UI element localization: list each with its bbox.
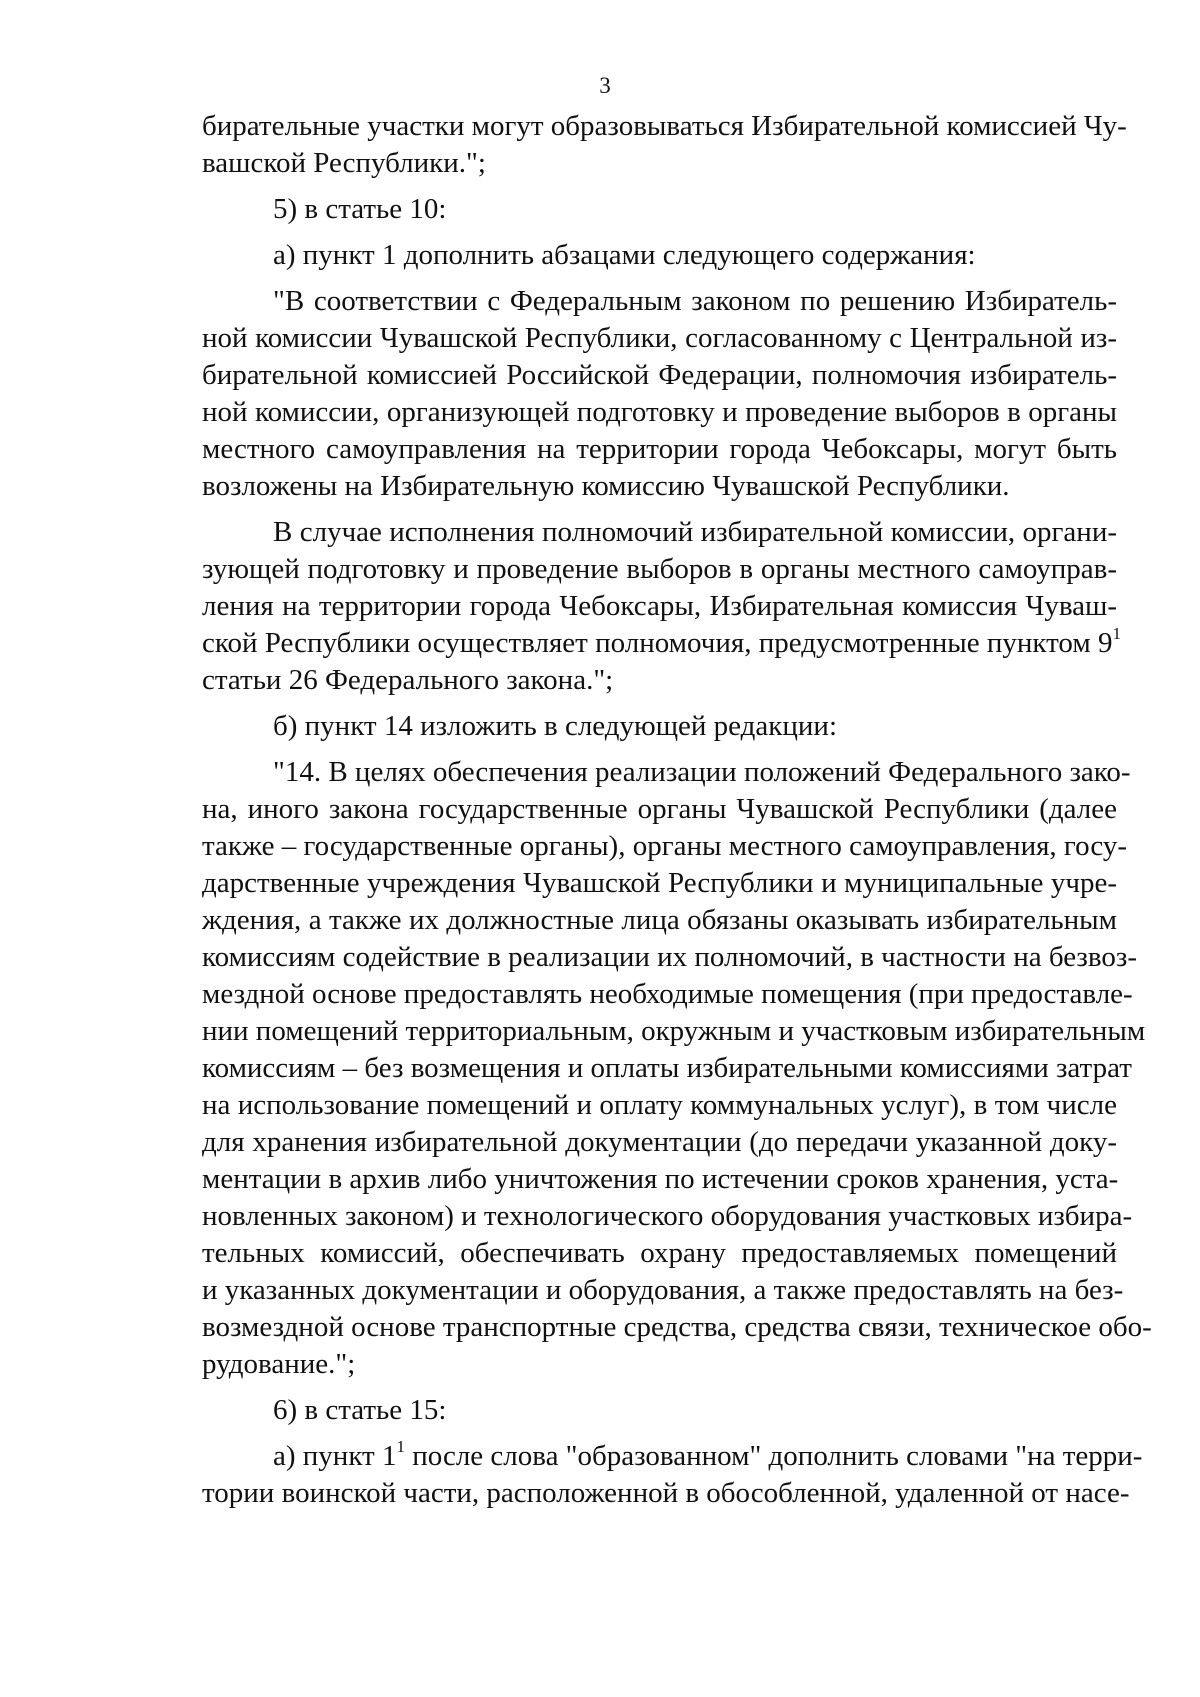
paragraph	[202, 514, 1121, 699]
line-text: вашской Республики.";	[202, 147, 486, 179]
paragraph	[202, 708, 1117, 745]
line-text: а) пункт 1	[273, 1440, 397, 1472]
paragraph	[202, 1392, 1117, 1429]
text-line	[202, 624, 1121, 662]
line-text: на использование помещений и оплату коммунальных услуг), в том числе	[202, 1089, 1117, 1121]
superscript: 1	[396, 1437, 405, 1457]
document-body	[202, 108, 1152, 1512]
line-text: местного самоуправления на территории города Чебоксары, могут быть	[202, 433, 1117, 465]
text-line	[202, 1198, 1133, 1235]
paragraph	[202, 754, 1152, 1383]
text-line	[202, 237, 1117, 274]
line-text: тельных комиссий, обеспечивать охрану предоставляемых помещений	[202, 1237, 1117, 1269]
line-text: "В соответствии с Федеральным законом по решению Избиратель-	[273, 285, 1117, 317]
page-number: 3	[599, 73, 611, 98]
line-text: дарственные учреждения Чувашской Республики и муниципальные учре-	[202, 867, 1117, 899]
line-text: мездной основе предоставлять необходимые помещения (при предоставле-	[202, 978, 1133, 1010]
text-line	[202, 1124, 1117, 1161]
text-line	[202, 1087, 1117, 1124]
paragraph	[202, 191, 1117, 228]
text-line	[202, 1392, 1117, 1429]
text-line	[202, 1475, 1130, 1512]
text-line	[202, 1013, 1146, 1050]
text-line	[202, 468, 1117, 505]
line-text: "14. В целях обеспечения реализации положений Федерального зако-	[273, 756, 1131, 788]
text-line	[202, 1050, 1132, 1087]
text-line	[202, 1309, 1152, 1346]
line-text: ной комиссии Чувашской Республики, согласованному с Центральной из-	[202, 322, 1117, 354]
text-line	[202, 754, 1131, 791]
text-line	[202, 283, 1117, 320]
text-line	[202, 357, 1117, 394]
text-line	[202, 320, 1117, 357]
text-line	[202, 976, 1133, 1013]
line-text: статьи 26 Федерального закона.";	[202, 664, 614, 696]
text-line	[202, 902, 1117, 939]
line-text: В случае исполнения полномочий избирательной комиссии, органи-	[273, 516, 1117, 548]
paragraph	[202, 1437, 1143, 1512]
line-text: рудование.";	[202, 1348, 356, 1380]
text-line	[202, 939, 1137, 976]
text-line	[202, 514, 1117, 551]
line-text: ления на территории города Чебоксары, Избирательная комиссия Чуваш-	[202, 590, 1117, 622]
line-text: 6) в статье 15:	[273, 1394, 447, 1426]
line-text-continued: после слова "образованном" дополнить словами "на терри-	[404, 1440, 1143, 1472]
line-text: бирательные участки могут образовываться Избирательной комиссией Чу-	[202, 110, 1127, 142]
text-line	[202, 1161, 1117, 1198]
line-text: комиссиям содействие в реализации их полномочий, в частности на безвоз-	[202, 941, 1137, 973]
line-text: б) пункт 14 изложить в следующей редакции:	[273, 710, 837, 742]
paragraph	[202, 283, 1117, 505]
line-text: тории воинской части, расположенной в обособленной, удаленной от насе-	[202, 1477, 1130, 1509]
text-line	[202, 828, 1127, 865]
line-text: ной комиссии, организующей подготовку и проведение выборов в органы	[202, 396, 1117, 428]
line-text: а) пункт 1 дополнить абзацами следующего содержания:	[273, 239, 976, 271]
line-text: комиссиям – без возмещения и оплаты избирательными комиссиями затрат	[202, 1052, 1132, 1084]
line-text: на, иного закона государственные органы Чувашской Республики (далее	[202, 793, 1117, 825]
line-text: ской Республики осуществляет полномочия, предусмотренные пунктом 9	[202, 627, 1113, 659]
text-line	[202, 394, 1117, 431]
line-text: также – государственные органы), органы местного самоуправления, госу-	[202, 830, 1127, 862]
line-text: зующей подготовку и проведение выборов в органы местного самоуправ-	[202, 553, 1117, 585]
text-line	[202, 108, 1127, 145]
line-text: для хранения избирательной документации (до передачи указанной доку-	[202, 1126, 1117, 1158]
text-line	[202, 865, 1117, 902]
paragraph	[202, 108, 1127, 182]
line-text: ментации в архив либо уничтожения по истечении сроков хранения, уста-	[202, 1163, 1119, 1195]
text-line	[202, 145, 1117, 182]
text-line	[202, 1437, 1143, 1475]
text-line	[202, 1235, 1117, 1272]
line-text: возложены на Избирательную комиссию Чувашской Республики.	[202, 470, 1010, 502]
line-text: 5) в статье 10:	[273, 193, 447, 225]
text-line	[202, 1346, 1117, 1383]
text-line	[202, 588, 1117, 625]
line-text: новленных законом) и технологического оборудования участковых избира-	[202, 1200, 1133, 1232]
line-text: и указанных документации и оборудования, а также предоставлять на без-	[202, 1274, 1124, 1306]
text-line	[202, 662, 1117, 699]
paragraph	[202, 237, 1117, 274]
line-text: ждения, а также их должностные лица обязаны оказывать избирательным	[202, 904, 1117, 936]
text-line	[202, 431, 1117, 468]
text-line	[202, 708, 1117, 745]
text-line	[202, 1272, 1124, 1309]
superscript: 1	[1112, 624, 1121, 644]
line-text: возмездной основе транспортные средства, средства связи, техническое обо-	[202, 1311, 1152, 1343]
line-text: нии помещений территориальным, окружным и участковым избирательным	[202, 1015, 1146, 1047]
text-line	[202, 191, 1117, 228]
text-line	[202, 551, 1117, 588]
text-line	[202, 791, 1117, 828]
line-text: бирательной комиссией Российской Федерации, полномочия избиратель-	[202, 359, 1117, 391]
